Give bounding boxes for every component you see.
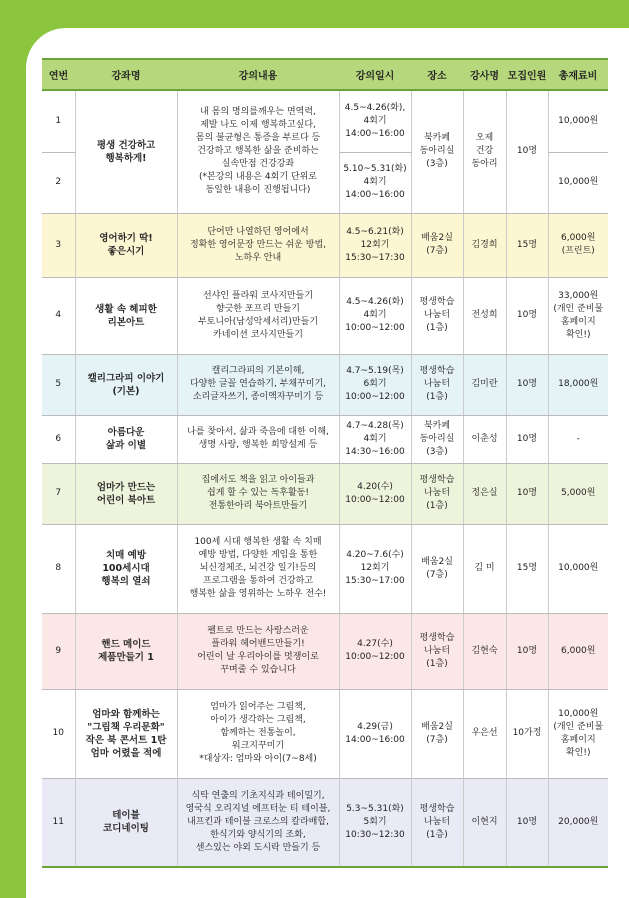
course-fee: 5,000원 [548, 463, 608, 524]
course-fee: 6,000원 (프린트) [548, 213, 608, 277]
course-schedule: 4.29(금) 14:00~16:00 [339, 689, 411, 778]
course-fee: 10,000원 [548, 524, 608, 613]
course-fee: 18,000원 [548, 354, 608, 415]
course-fee: 6,000원 [548, 613, 608, 689]
course-place: 평생학습 나눔터 (1층) [411, 354, 463, 415]
course-name: 핸드 메이드 제품만들기 1 [75, 613, 177, 689]
course-schedule: 4.20~7.6(수) 12회기 15:30~17:00 [339, 524, 411, 613]
header-fee: 총재료비 [548, 59, 608, 90]
course-schedule: 4.5~4.26(화), 4회기 14:00~16:00 [339, 90, 411, 152]
course-capacity: 10명 [506, 778, 548, 867]
course-content: 단어만 나열하던 영어에서 정확한 영어문장 만드는 쉬운 방법, 노하우 안내 [177, 213, 339, 277]
row-no: 6 [42, 415, 75, 463]
course-place: 평생학습 나눔터 (1층) [411, 778, 463, 867]
table-header-row [42, 59, 608, 90]
course-capacity: 10명 [506, 277, 548, 354]
course-schedule: 4.5~6.21(화) 12회기 15:30~17:30 [339, 213, 411, 277]
course-content: 식탁 연출의 기초지식과 테이밀기, 영국식 오리지널 에프터눈 티 테이블, 내프킨과 테이블 크로스의 칼라배합, 한식기와 양식기의 조화, 센스있는 야외 도시락 만들기 등 [177, 778, 339, 867]
course-place: 평생학습 나눔터 (1층) [411, 277, 463, 354]
header-course-name: 강좌명 [75, 59, 177, 90]
course-schedule: 4.5~4.26(화) 4회기 10:00~12:00 [339, 277, 411, 354]
course-name: 테이블 코디네이팅 [75, 778, 177, 867]
course-capacity: 10명 [506, 354, 548, 415]
course-capacity: 10명 [506, 90, 548, 213]
row-no: 8 [42, 524, 75, 613]
course-capacity: 10명 [506, 613, 548, 689]
course-fee: 33,000원 (개인 준비물 홈페이지 확인!) [548, 277, 608, 354]
course-content: 선샤인 플라워 코사지만들기 향긋한 포프리 만들기 부토니아(남성악세서리)만들기 카네이션 코사지만들기 [177, 277, 339, 354]
course-instructor: 이현지 [463, 778, 506, 867]
course-name: 영어하기 딱! 좋은시기 [75, 213, 177, 277]
row-no: 9 [42, 613, 75, 689]
course-schedule: 4.7~5.19(목) 6회기 10:00~12:00 [339, 354, 411, 415]
row-no: 3 [42, 213, 75, 277]
header-place: 장소 [411, 59, 463, 90]
course-fee: 20,000원 [548, 778, 608, 867]
table-row [42, 689, 608, 778]
course-name: 캘리그라피 이야기 (기본) [75, 354, 177, 415]
header-no: 연번 [42, 59, 75, 90]
row-no: 7 [42, 463, 75, 524]
course-fee: - [548, 415, 608, 463]
course-place: 배움2실 (7층) [411, 524, 463, 613]
row-no: 11 [42, 778, 75, 867]
course-schedule: 4.20(수) 10:00~12:00 [339, 463, 411, 524]
table-row [42, 90, 608, 152]
course-content: 100세 시대 행복한 생활 속 치매 예방 방법, 다양한 게임을 통한 뇌신경체조, 뇌건강 일기!등의 프로그램을 통하여 건강하고 행복한 삶을 영위하는 노하우 전수! [177, 524, 339, 613]
table-row [42, 613, 608, 689]
course-place: 배움2실 (7층) [411, 213, 463, 277]
course-place: 배움2실 (7층) [411, 689, 463, 778]
course-instructor: 이춘성 [463, 415, 506, 463]
table-row [42, 415, 608, 463]
table-row [42, 277, 608, 354]
course-schedule: 4.7~4.28(목) 4회기 14:30~16:00 [339, 415, 411, 463]
course-table [42, 58, 608, 868]
course-instructor: 김현숙 [463, 613, 506, 689]
course-schedule: 5.3~5.31(화) 5회기 10:30~12:30 [339, 778, 411, 867]
course-instructor: 김경희 [463, 213, 506, 277]
row-no: 4 [42, 277, 75, 354]
course-capacity: 10명 [506, 463, 548, 524]
course-content: 캘리그라피의 기본이해, 다양한 글꼴 연습하기, 부채꾸미기, 소리글자쓰기, 종이액자꾸미기 등 [177, 354, 339, 415]
course-place: 북카페 동아리실 (3층) [411, 415, 463, 463]
course-instructor: 김 미 [463, 524, 506, 613]
course-content: 나를 찾아서, 삶과 죽음에 대한 이해, 생명 사랑, 행복한 희망설계 등 [177, 415, 339, 463]
course-content: 집에서도 책을 읽고 아이들과 쉽게 할 수 있는 독후활동! 전통한아리 북아트만들기 [177, 463, 339, 524]
header-capacity: 모집인원 [506, 59, 548, 90]
course-place: 평생학습 나눔터 (1층) [411, 613, 463, 689]
course-schedule: 5.10~5.31(화) 4회기 14:00~16:00 [339, 152, 411, 213]
table-row [42, 524, 608, 613]
table-row [42, 463, 608, 524]
course-instructor: 우은선 [463, 689, 506, 778]
course-name: 아름다운 삶과 이별 [75, 415, 177, 463]
course-fee: 10,000원 (개인 준비물 홈페이지 확인!) [548, 689, 608, 778]
course-content: 펠트로 만드는 사랑스러운 플라워 헤어밴드만들기! 어린이 날 우리아이를 멋쟁이로 꾸며줄 수 있습니다 [177, 613, 339, 689]
table-row [42, 354, 608, 415]
course-content: 내 몸의 명의를깨우는 면역력, 제발 나도 이제 행복하고싶다, 몸의 불균형은 통증을 부르다 등 건강하고 행복한 삶을 준비하는 실속만점 건강강좌 (*본강의 내용은 4회기 단위로 동일한 내용이 진행됩니다) [177, 90, 339, 213]
course-name: 생활 속 헤피한 리본아트 [75, 277, 177, 354]
row-no: 5 [42, 354, 75, 415]
course-capacity: 15명 [506, 524, 548, 613]
course-name: 평생 건강하고 행복하게! [75, 90, 177, 213]
header-schedule: 강의일시 [339, 59, 411, 90]
course-instructor: 정은실 [463, 463, 506, 524]
table-row [42, 213, 608, 277]
table-row [42, 778, 608, 867]
course-instructor: 전성희 [463, 277, 506, 354]
course-fee: 10,000원 [548, 152, 608, 213]
course-name: 엄마가 만드는 어린이 북아트 [75, 463, 177, 524]
course-name: 엄마와 함께하는 "그림책 우리문화" 작은 북 콘서트 1탄 엄마 어렸을 적에 [75, 689, 177, 778]
course-capacity: 10가정 [506, 689, 548, 778]
row-no: 1 [42, 90, 75, 152]
header-instructor: 강사명 [463, 59, 506, 90]
row-no: 2 [42, 152, 75, 213]
course-fee: 10,000원 [548, 90, 608, 152]
course-instructor: 김미란 [463, 354, 506, 415]
course-content: 엄마가 읽어주는 그림책, 아이가 생각하는 그림책, 함께하는 전통놀이, 워크지꾸미기 *대상자: 엄마와 아이(7~8세) [177, 689, 339, 778]
course-name: 치매 예방 100세시대 행복의 열쇠 [75, 524, 177, 613]
course-capacity: 15명 [506, 213, 548, 277]
course-instructor: 오제 건강 동아리 [463, 90, 506, 213]
header-course-content: 강의내용 [177, 59, 339, 90]
row-no: 10 [42, 689, 75, 778]
course-place: 북카페 동아리실 (3층) [411, 90, 463, 213]
course-schedule: 4.27(수) 10:00~12:00 [339, 613, 411, 689]
course-capacity: 10명 [506, 415, 548, 463]
course-place: 평생학습 나눔터 (1층) [411, 463, 463, 524]
